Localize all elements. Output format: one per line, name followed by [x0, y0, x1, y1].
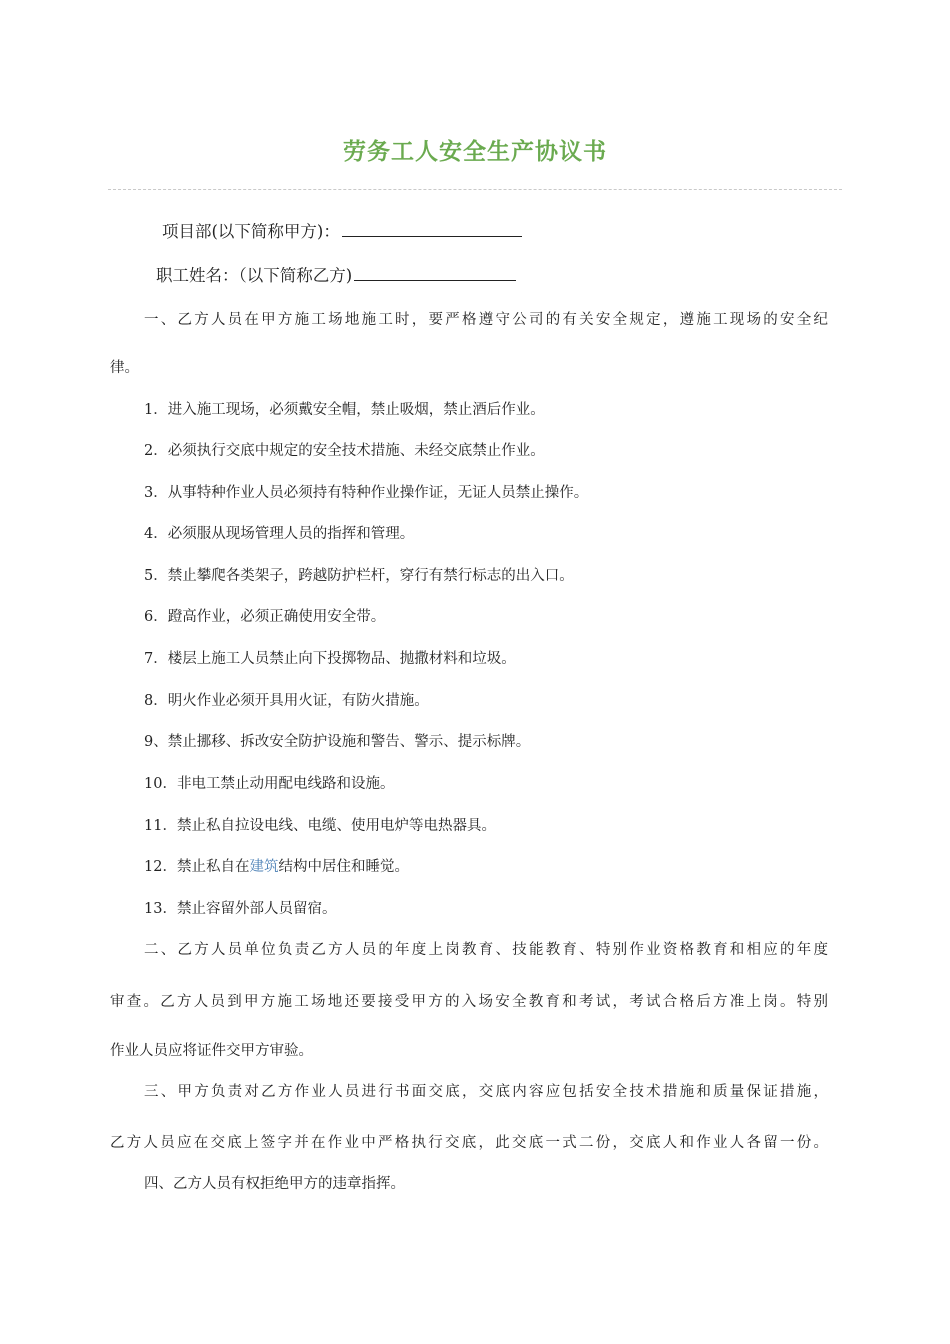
list-item-7: 7．楼层上施工人员禁止向下投掷物品、抛撒材料和垃圾。: [144, 651, 516, 667]
section-2-line-3: 作业人员应将证件交甲方审验。: [110, 1043, 313, 1059]
building-link[interactable]: 建筑: [249, 859, 279, 875]
section-4-line: 四、乙方人员有权拒绝甲方的违章指挥。: [144, 1176, 405, 1192]
list-item-11: 11．禁止私自拉设电线、电缆、使用电炉等电热器具。: [144, 818, 496, 834]
section-3-line-2: 乙方人员应在交底上签字并在作业中严格执行交底，此交底一式二份，交底人和作业人各留一份。: [110, 1135, 828, 1151]
list-item-4: 4．必须服从现场管理人员的指挥和管理。: [144, 526, 415, 542]
party-b-blank-field[interactable]: [354, 264, 516, 281]
list-item-3: 3．从事特种作业人员必须持有特种作业操作证，无证人员禁止操作。: [144, 485, 589, 501]
section-1-line-1: 一、乙方人员在甲方施工场地施工时，要严格遵守公司的有关安全规定，遵施工现场的安全纪: [144, 312, 828, 328]
document-title: 劳务工人安全生产协议书: [343, 138, 607, 165]
section-2-line-1: 二、乙方人员单位负责乙方人员的年度上岗教育、技能教育、特别作业资格教育和相应的年度: [144, 942, 828, 958]
party-b-line: [156, 264, 876, 286]
title-divider: [108, 189, 842, 190]
list-item-1: 1．进入施工现场，必须戴安全帽，禁止吸烟，禁止酒后作业。: [144, 402, 545, 418]
list-item-6: 6．蹬高作业，必须正确使用安全带。: [144, 609, 386, 625]
section-3-line-1: 三、甲方负责对乙方作业人员进行书面交底，交底内容应包括安全技术措施和质量保证措施，: [144, 1084, 828, 1100]
list-item-10: 10．非电工禁止动用配电线路和设施。: [144, 776, 395, 792]
list-item-2: 2．必须执行交底中规定的安全技术措施、未经交底禁止作业。: [144, 443, 545, 459]
party-a-line: [162, 220, 882, 242]
list-item-12-text-start: 12．禁止私自在: [144, 859, 250, 875]
list-item-12: [144, 857, 864, 877]
list-item-9: 9、禁止挪移、拆改安全防护设施和警告、警示、提示标牌。: [144, 734, 531, 750]
section-1-line-2: 律。: [110, 360, 139, 376]
list-item-5: 5．禁止攀爬各类架子，跨越防护栏杆，穿行有禁行标志的出入口。: [144, 568, 574, 584]
list-item-8: 8．明火作业必须开具用火证，有防火措施。: [144, 693, 429, 709]
party-a-label: 项目部(以下简称甲方)：: [162, 222, 340, 241]
party-a-blank-field[interactable]: [342, 220, 522, 237]
list-item-13: 13．禁止容留外部人员留宿。: [144, 901, 337, 917]
list-item-12-text-end: 结构中居住和睡觉。: [278, 859, 409, 875]
party-b-label: 职工姓名：（以下简称乙方): [156, 266, 353, 285]
section-2-line-2: 审查。乙方人员到甲方施工场地还要接受甲方的入场安全教育和考试，考试合格后方准上岗。特别: [110, 994, 828, 1010]
